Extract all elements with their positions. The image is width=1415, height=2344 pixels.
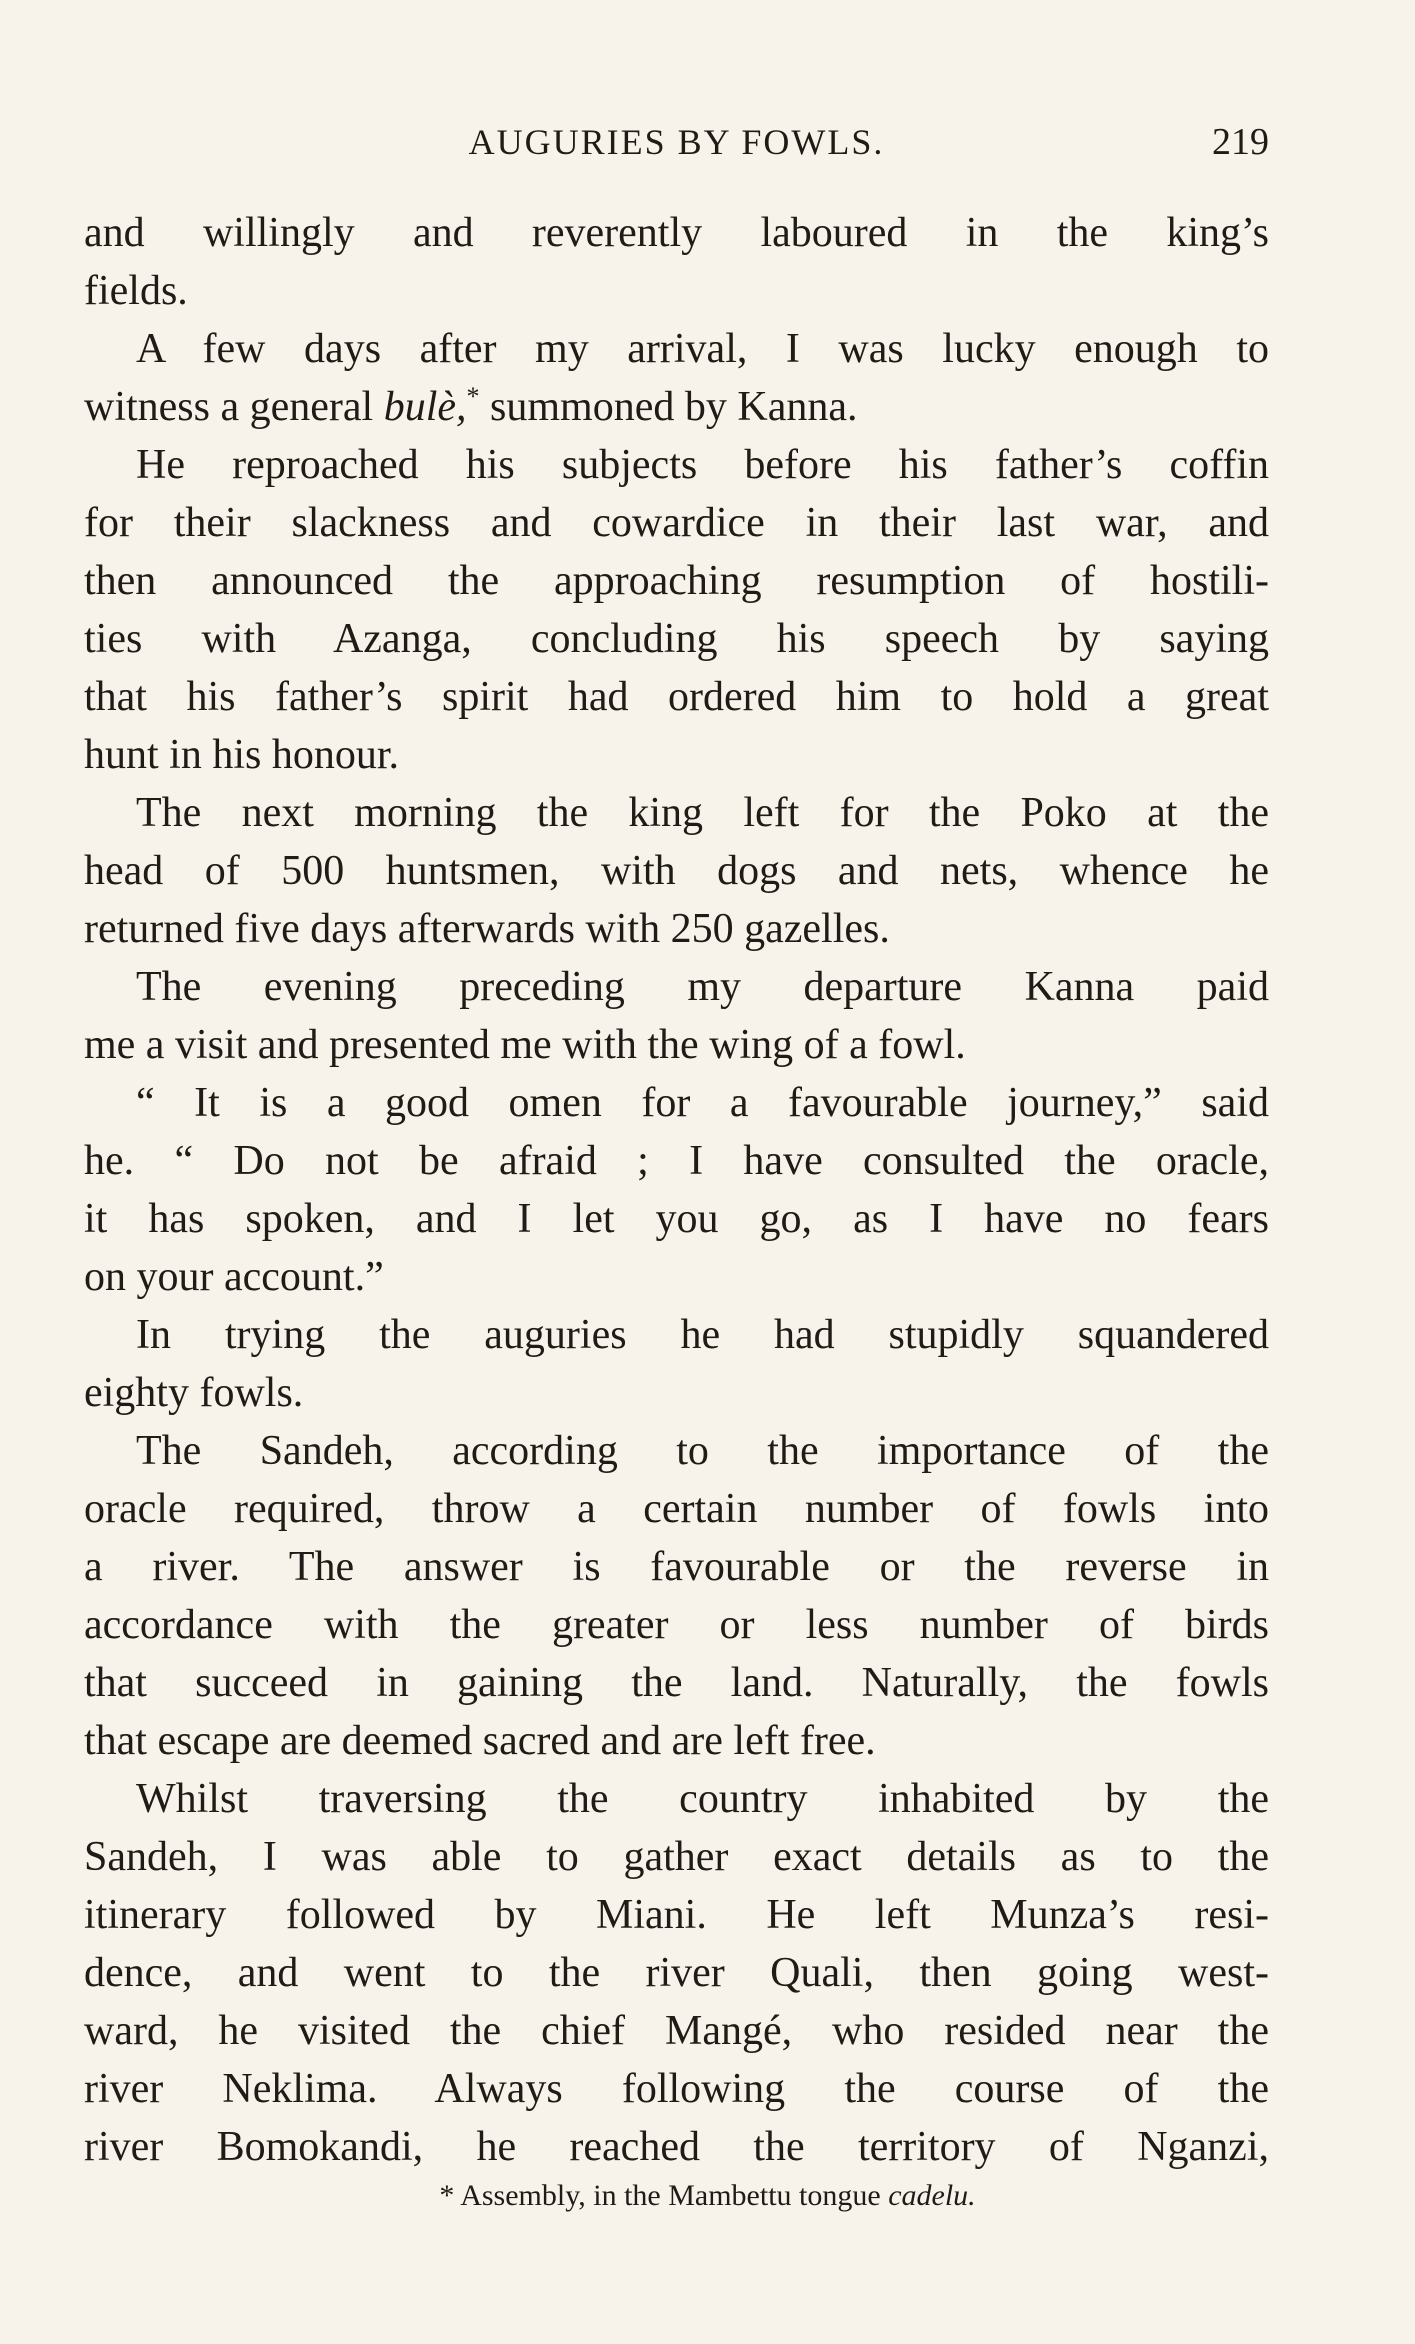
text-fragment: summoned by Kanna. [479, 384, 858, 430]
text-line: eighty fowls. [84, 1370, 304, 1416]
text-line: river Bomokandi, he reached the territory of Nganzi, [84, 2124, 1269, 2170]
text-line: for their slackness and cowardice in their last war, and [84, 500, 1269, 546]
text-line: that escape are deemed sacred and are left free. [84, 1718, 876, 1764]
text-line: dence, and went to the river Quali, then going west- [84, 1950, 1269, 1996]
text-line: that his father’s spirit had ordered him to hold a great [84, 674, 1269, 720]
text-line-with-footnote [84, 378, 1269, 436]
page-number: 219 [1212, 121, 1269, 163]
text-line: it has spoken, and I let you go, as I have no fears [84, 1196, 1269, 1242]
page-header [84, 112, 1269, 172]
text-line: ties with Azanga, concluding his speech by saying [84, 616, 1269, 662]
text-line: then announced the approaching resumption of hostili- [84, 558, 1269, 604]
footnote-symbol: * [439, 2179, 455, 2212]
text-line: itinerary followed by Miani. He left Munza’s resi- [84, 1892, 1269, 1938]
text-line: The next morning the king left for the Poko at the [136, 790, 1269, 836]
text-line: Whilst traversing the country inhabited by the [136, 1776, 1269, 1822]
text-line: “ It is a good omen for a favourable journey,” said [136, 1080, 1269, 1126]
footnote-marker: * [466, 382, 480, 411]
text-line: In trying the auguries he had stupidly squandered [136, 1312, 1269, 1358]
text-line: and willingly and reverently laboured in the king’s [84, 210, 1269, 256]
text-line: he. “ Do not be afraid ; I have consulted the oracle, [84, 1138, 1269, 1184]
text-fragment: witness a general [84, 384, 374, 430]
italic-term: bulè, [383, 384, 467, 430]
footnote [0, 2176, 1415, 2216]
text-line: The Sandeh, according to the importance of the [136, 1428, 1269, 1474]
running-title: AUGURIES BY FOWLS. [468, 122, 885, 162]
text-line: The evening preceding my departure Kanna paid [136, 964, 1269, 1010]
footnote-text: Assembly, in the Mambettu tongue [454, 2179, 889, 2212]
text-line: He reproached his subjects before his father’s coffin [136, 442, 1269, 488]
text-line: oracle required, throw a certain number of fowls into [84, 1486, 1269, 1532]
text-line: ward, he visited the chief Mangé, who resided near the [84, 2008, 1269, 2054]
footnote-term: cadelu. [888, 2179, 976, 2212]
text-line: A few days after my arrival, I was lucky enough to [136, 326, 1269, 372]
text-line: hunt in his honour. [84, 732, 400, 778]
text-line: fields. [84, 268, 188, 314]
body-text [84, 204, 1269, 2176]
text-line: that succeed in gaining the land. Naturally, the fowls [84, 1660, 1269, 1706]
text-line: head of 500 huntsmen, with dogs and nets, whence he [84, 848, 1269, 894]
text-line: returned five days afterwards with 250 gazelles. [84, 906, 890, 952]
text-line: me a visit and presented me with the wing of a fowl. [84, 1022, 966, 1068]
text-line: Sandeh, I was able to gather exact details as to the [84, 1834, 1269, 1880]
text-line: accordance with the greater or less number of birds [84, 1602, 1269, 1648]
text-line: on your account.” [84, 1254, 384, 1300]
text-line: river Neklima. Always following the course of the [84, 2066, 1269, 2112]
text-line: a river. The answer is favourable or the reverse in [84, 1544, 1269, 1590]
